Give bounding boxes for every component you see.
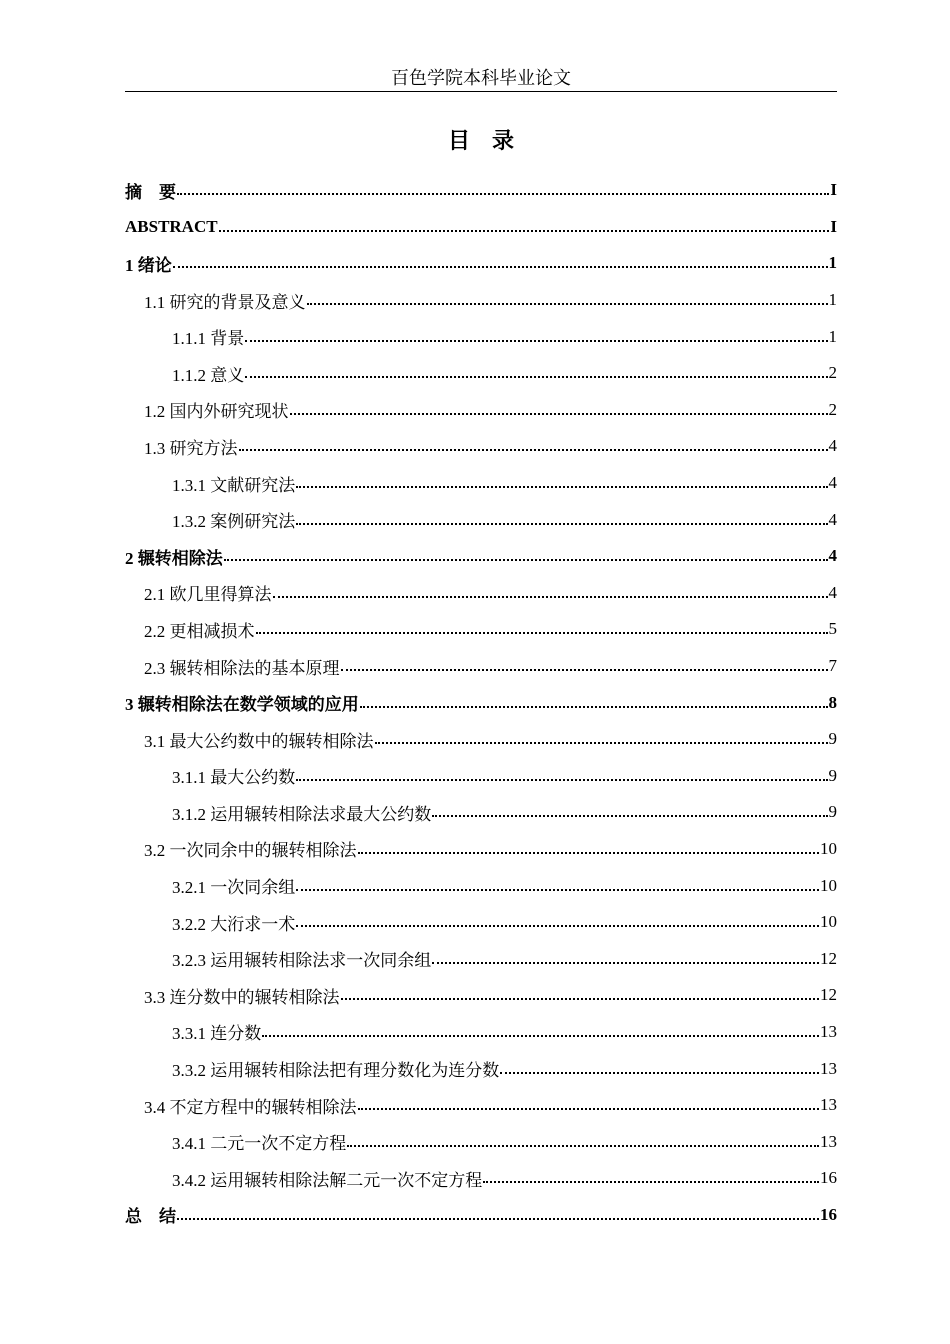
toc-page-number: 1 <box>828 326 837 346</box>
toc-leader-dots <box>245 340 827 342</box>
toc-entry-label: 1.1.1 背景 <box>172 329 245 349</box>
toc-entry-label: 3.4.1 二元一次不定方程 <box>172 1134 347 1154</box>
toc-leader-dots <box>296 779 827 781</box>
toc-entry-label: 3.2.2 大洐求一术 <box>172 914 296 934</box>
toc-leader-dots <box>262 1035 819 1037</box>
toc-entry[interactable] <box>125 977 837 1014</box>
toc-page-number: 5 <box>828 619 837 639</box>
toc-page-number: 13 <box>820 1095 837 1115</box>
toc-leader-dots <box>341 669 828 671</box>
toc-entry-label: 2.1 欧几里得算法 <box>144 585 272 605</box>
toc-leader-dots <box>256 632 828 634</box>
toc-leader-dots <box>358 1108 820 1110</box>
toc-leader-dots <box>432 962 819 964</box>
toc-leader-dots <box>360 706 828 708</box>
toc-entry[interactable] <box>125 867 837 904</box>
toc-entry[interactable] <box>125 758 837 795</box>
toc-entry[interactable] <box>125 648 837 685</box>
toc-leader-dots <box>177 193 829 195</box>
toc-entry[interactable] <box>125 611 837 648</box>
toc-page-number: 8 <box>828 692 837 712</box>
toc-leader-dots <box>290 413 828 415</box>
toc-title: 目录 <box>447 129 536 154</box>
toc-entry-label: 3.4.2 运用辗转相除法解二元一次不定方程 <box>172 1170 483 1190</box>
toc-page-number: 16 <box>820 1204 837 1224</box>
toc-entry-label: 2.2 更相减损术 <box>144 621 255 641</box>
toc-leader-dots <box>347 1145 819 1147</box>
table-of-contents <box>125 172 837 1233</box>
toc-entry[interactable] <box>125 1197 837 1234</box>
toc-entry-label: 2.3 辗转相除法的基本原理 <box>144 658 340 678</box>
toc-entry[interactable] <box>125 1123 837 1160</box>
toc-entry-label: 3.1.2 运用辗转相除法求最大公约数 <box>172 804 432 824</box>
running-header: 百色学院本科毕业论文 <box>391 68 571 89</box>
toc-entry[interactable] <box>125 1014 837 1051</box>
toc-entry[interactable] <box>125 465 837 502</box>
toc-entry[interactable] <box>125 1087 837 1124</box>
toc-entry[interactable] <box>125 538 837 575</box>
toc-entry[interactable] <box>125 501 837 538</box>
toc-leader-dots <box>177 1218 819 1220</box>
toc-page-number: I <box>830 216 837 236</box>
toc-page-number: 10 <box>820 912 837 932</box>
toc-leader-dots <box>375 742 828 744</box>
toc-page-number: 9 <box>828 729 837 749</box>
toc-leader-dots <box>432 815 827 817</box>
toc-page-number: 4 <box>828 509 837 529</box>
toc-entry[interactable] <box>125 904 837 941</box>
toc-page-number: 12 <box>820 948 837 968</box>
toc-entry[interactable] <box>125 318 837 355</box>
toc-entry[interactable] <box>125 721 837 758</box>
toc-leader-dots <box>483 1181 819 1183</box>
toc-leader-dots <box>173 266 828 268</box>
toc-entry-label: 总结 <box>125 1207 193 1227</box>
toc-entry-label: 1.2 国内外研究现状 <box>144 402 289 422</box>
toc-leader-dots <box>239 449 828 451</box>
toc-page-number: 7 <box>828 656 837 676</box>
toc-entry-label: 3.2.1 一次同余组 <box>172 878 296 898</box>
toc-entry-label: 3.3.1 连分数 <box>172 1024 262 1044</box>
toc-leader-dots <box>341 998 820 1000</box>
toc-entry[interactable] <box>125 172 837 209</box>
toc-entry-label: 3.3 连分数中的辗转相除法 <box>144 987 340 1007</box>
toc-entry-label: 1.3.2 案例研究法 <box>172 512 296 532</box>
toc-entry-label: 3.2 一次同余中的辗转相除法 <box>144 841 357 861</box>
toc-leader-dots <box>219 230 830 232</box>
toc-entry[interactable] <box>125 355 837 392</box>
toc-leader-dots <box>224 559 828 561</box>
header-rule <box>125 91 837 92</box>
toc-page-number: 9 <box>828 765 837 785</box>
toc-page-number: 4 <box>828 436 837 456</box>
toc-entry-label: 1.1.2 意义 <box>172 365 245 385</box>
toc-leader-dots <box>307 303 828 305</box>
toc-entry[interactable] <box>125 245 837 282</box>
toc-entry[interactable] <box>125 209 837 246</box>
toc-entry-label: 1.3 研究方法 <box>144 438 238 458</box>
toc-page-number: 16 <box>820 1168 837 1188</box>
toc-page-number: 13 <box>820 1131 837 1151</box>
toc-entry-label: 摘要 <box>125 182 193 202</box>
toc-entry-label: 1 绪论 <box>125 255 172 275</box>
toc-entry-label: 3.2.3 运用辗转相除法求一次同余组 <box>172 951 432 971</box>
toc-entry[interactable] <box>125 684 837 721</box>
toc-entry-label: 1.1 研究的背景及意义 <box>144 292 306 312</box>
toc-page-number: 12 <box>820 985 837 1005</box>
toc-entry-label: 3.3.2 运用辗转相除法把有理分数化为连分数 <box>172 1061 500 1081</box>
toc-entry-label: 1.3.1 文献研究法 <box>172 475 296 495</box>
toc-entry-label: ABSTRACT <box>125 216 218 236</box>
toc-page-number: 1 <box>828 253 837 273</box>
toc-page-number: 10 <box>820 875 837 895</box>
toc-page-number: I <box>830 180 837 200</box>
toc-entry-label: 3.1.1 最大公约数 <box>172 768 296 788</box>
toc-entry[interactable] <box>125 794 837 831</box>
toc-page-number: 2 <box>828 363 837 383</box>
toc-leader-dots <box>500 1072 819 1074</box>
toc-leader-dots <box>296 523 827 525</box>
toc-leader-dots <box>296 486 827 488</box>
toc-entry[interactable] <box>125 575 837 612</box>
toc-page-number: 4 <box>828 473 837 493</box>
toc-page-number: 2 <box>828 399 837 419</box>
toc-entry-label: 3 辗转相除法在数学领域的应用 <box>125 695 359 715</box>
toc-entry-label: 3.1 最大公约数中的辗转相除法 <box>144 731 374 751</box>
toc-leader-dots <box>296 889 819 891</box>
toc-entry[interactable] <box>125 428 837 465</box>
toc-page-number: 4 <box>828 582 837 602</box>
toc-page-number: 4 <box>828 546 837 566</box>
toc-entry[interactable] <box>125 940 837 977</box>
toc-leader-dots <box>245 376 827 378</box>
toc-entry-label: 3.4 不定方程中的辗转相除法 <box>144 1097 357 1117</box>
toc-entry[interactable] <box>125 1160 837 1197</box>
toc-entry[interactable] <box>125 1050 837 1087</box>
toc-entry[interactable] <box>125 831 837 868</box>
toc-page-number: 13 <box>820 1058 837 1078</box>
toc-entry[interactable] <box>125 282 837 319</box>
toc-entry[interactable] <box>125 392 837 429</box>
toc-page-number: 9 <box>828 802 837 822</box>
toc-page-number: 10 <box>820 838 837 858</box>
toc-leader-dots <box>273 596 828 598</box>
toc-entry-label: 2 辗转相除法 <box>125 548 223 568</box>
toc-page-number: 13 <box>820 1021 837 1041</box>
toc-leader-dots <box>296 925 819 927</box>
toc-leader-dots <box>358 852 820 854</box>
toc-page-number: 1 <box>828 290 837 310</box>
